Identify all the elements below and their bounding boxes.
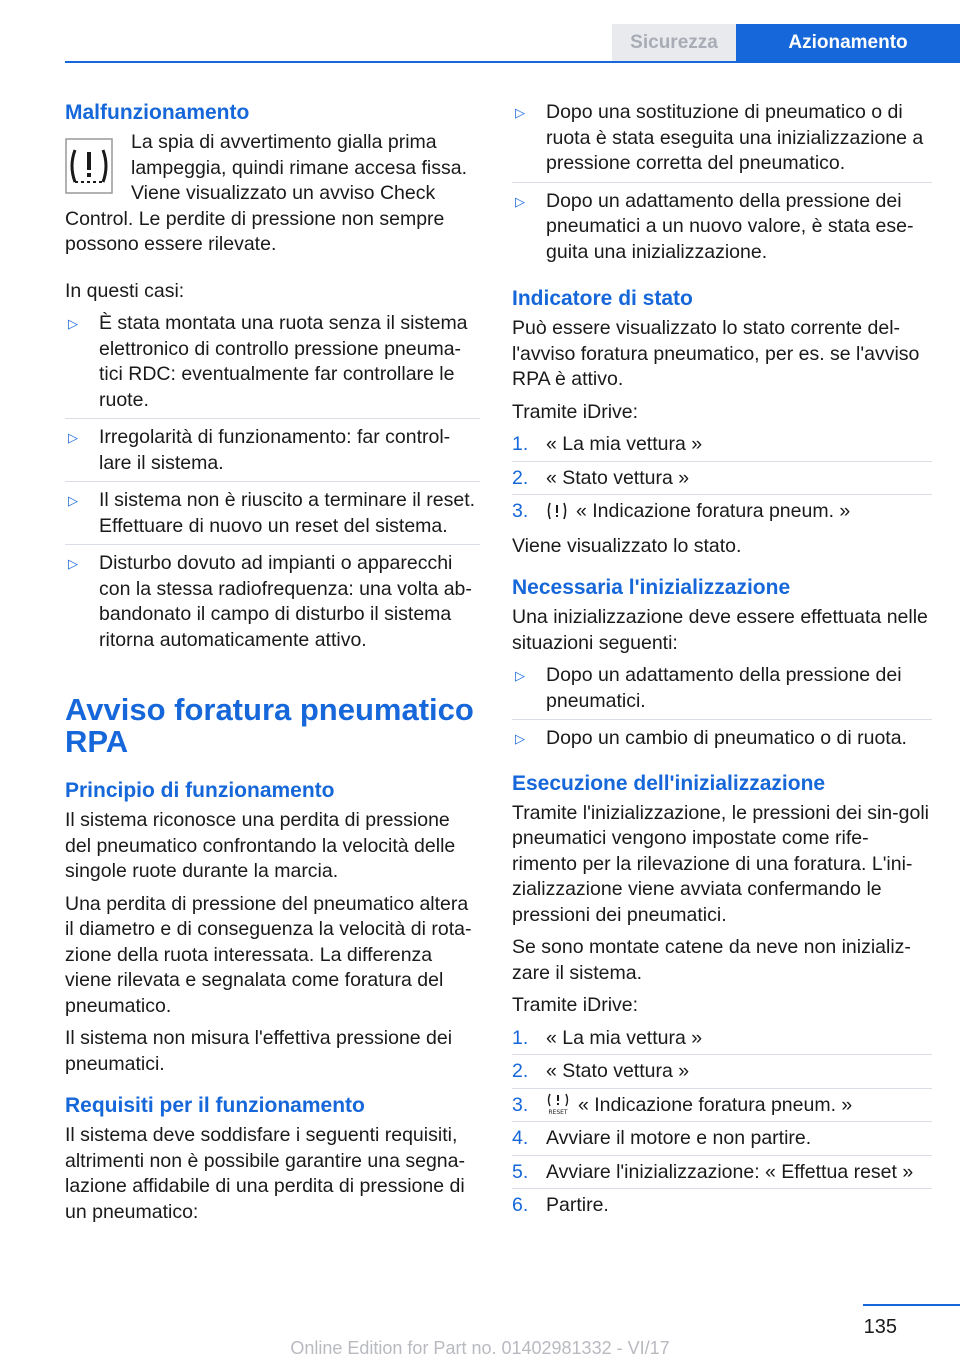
principle-p2: Una perdita di pressione del pneumatico altera il diametro e di conseguenza la velocità di rota‐zione della ruota interessata. La differenza viene rilevata e segnalata come foratura del pneumatico.: [65, 892, 472, 1017]
list-item: 1. « La mia vettura »: [512, 432, 932, 462]
triangle-bullet-icon: ▷: [68, 430, 78, 445]
list-item: 6. Partire.: [512, 1194, 609, 1216]
init-needed-heading: Necessaria l'inizializzazione: [512, 576, 791, 599]
list-item: 1. « La mia vettura »: [512, 1026, 932, 1056]
idrive-label: Tramite iDrive:: [512, 400, 639, 423]
principle-heading: Principio di funzionamento: [65, 779, 335, 802]
init-needed-text: Una inizializzazione deve essere effettuata nelle situazioni seguenti:: [512, 606, 928, 654]
rpa-heading: Avviso foratura pneumatico RPA: [65, 692, 474, 759]
list-item: ▷ È stata montata una ruota senza il sistema elettronico di controllo pressione pneuma‐tici RDC: eventualmente far controllare le ruote.: [65, 311, 480, 419]
list-item: 4. Avviare il motore e non partire.: [512, 1126, 932, 1156]
list-item: 2. « Stato vettura »: [512, 466, 932, 496]
list-item: ▷ Dopo un adattamento della pressione dei pneumatici.: [512, 663, 932, 720]
status-steps: [512, 432, 932, 528]
cases-intro: In questi casi:: [65, 279, 185, 302]
left-column: [65, 100, 480, 1232]
list-item: ▷ Il sistema non è riuscito a terminare il reset. Effettuare di nuovo un reset del sistema.: [65, 488, 480, 545]
triangle-bullet-icon: ▷: [515, 668, 525, 683]
principle-p3: Il sistema non misura l'effettiva pressione dei pneumatici.: [65, 1027, 453, 1075]
malfunction-block: [65, 130, 480, 265]
header-tabs: [612, 24, 960, 62]
triangle-bullet-icon: ▷: [68, 493, 78, 508]
right-column: [512, 100, 932, 1228]
status-text: Può essere visualizzato lo stato corrente del‐l'avviso foratura pneumatico, per es. se l'avviso RPA è attivo.: [512, 317, 920, 390]
triangle-bullet-icon: ▷: [68, 556, 78, 571]
tire-pressure-reset-icon: [546, 1093, 570, 1115]
edition-footer: Online Edition for Part no. 01402981332 - VI/17: [290, 1338, 670, 1358]
list-item: 3. « Indicazione foratura pneum. »: [512, 500, 851, 522]
list-item: 5. Avviare l'inizializzazione: « Effettua reset »: [512, 1160, 932, 1190]
header-rule: [65, 61, 960, 63]
init-needed-list: [512, 663, 932, 757]
triangle-bullet-icon: ▷: [515, 193, 525, 209]
page-number: 135: [863, 1316, 897, 1338]
triangle-bullet-icon: ▷: [515, 731, 525, 746]
status-result: Viene visualizzato lo stato.: [512, 534, 742, 557]
tab-sicurezza[interactable]: Sicurezza: [612, 24, 736, 62]
list-item: ▷ Dopo un cambio di pneumatico o di ruota.: [512, 726, 932, 757]
malfunction-heading: Malfunzionamento: [65, 101, 250, 124]
triangle-bullet-icon: ▷: [68, 316, 78, 331]
requirements-heading: Requisiti per il funzionamento: [65, 1094, 365, 1117]
list-item: 3. RESET « Indicazione foratura pneum. »: [512, 1093, 932, 1123]
list-item: ▷ Irregolarità di funzionamento: far control‐lare il sistema.: [65, 425, 480, 482]
triangle-bullet-icon: ▷: [515, 105, 525, 120]
principle-p1: Il sistema riconosce una perdita di pressione del pneumatico confrontando la velocità delle singole ruote durante la marcia.: [65, 809, 456, 882]
status-heading: Indicatore di stato: [512, 287, 693, 310]
tab-azionamento[interactable]: Azionamento: [736, 24, 960, 62]
exec-p2: Se sono montate catene da neve non inizializ‐zare il sistema.: [512, 936, 911, 984]
exec-p1: Tramite l'inizializzazione, le pressioni dei sin‐goli pneumatici vengono impostate come rife‐rimento per la rilevazione di una foratura. L'ini‐zializzazione viene avviata confermando le pressioni dei pneumatici.: [512, 801, 930, 926]
requirements-text: Il sistema deve soddisfare i seguenti requisiti, altrimenti non è possibile garantire una segna‐lazione affidabile di una perdita di pressione di un pneumatico:: [65, 1124, 465, 1223]
requirements-list: [512, 100, 932, 270]
cases-list: [65, 311, 480, 658]
tire-pressure-warning-icon: [65, 138, 113, 194]
malfunction-text: La spia di avvertimento gialla prima lampeggia, quindi rimane accesa fissa. Viene visualizzato un avviso Check Control. Le perdite di pressione non sempre possono essere rilevate.: [65, 131, 468, 255]
idrive-label-2: Tramite iDrive:: [512, 994, 639, 1016]
footer-rule: [863, 1304, 960, 1306]
exec-heading: Esecuzione dell'inizializzazione: [512, 771, 826, 795]
list-item: ▷ Dopo un adattamento della pressione dei pneumatici a un nuovo valore, è stata ese‐guita una inizializzazione.: [515, 189, 914, 263]
exec-steps: [512, 1026, 932, 1222]
reset-icon-label: RESET: [548, 1108, 568, 1115]
list-item: 2. « Stato vettura »: [512, 1059, 932, 1089]
list-item: ▷ Disturbo dovuto ad impianti o apparecchi con la stessa radiofrequenza: una volta ab‐bandonato il campo di disturbo il sistema ritorna automaticamente attivo.: [68, 552, 472, 651]
list-item: ▷ Dopo una sostituzione di pneumatico o di ruota è stata eseguita una inizializzazione a pressione corretta del pneumatico.: [512, 100, 932, 183]
tire-pressure-warning-icon: [546, 501, 568, 521]
